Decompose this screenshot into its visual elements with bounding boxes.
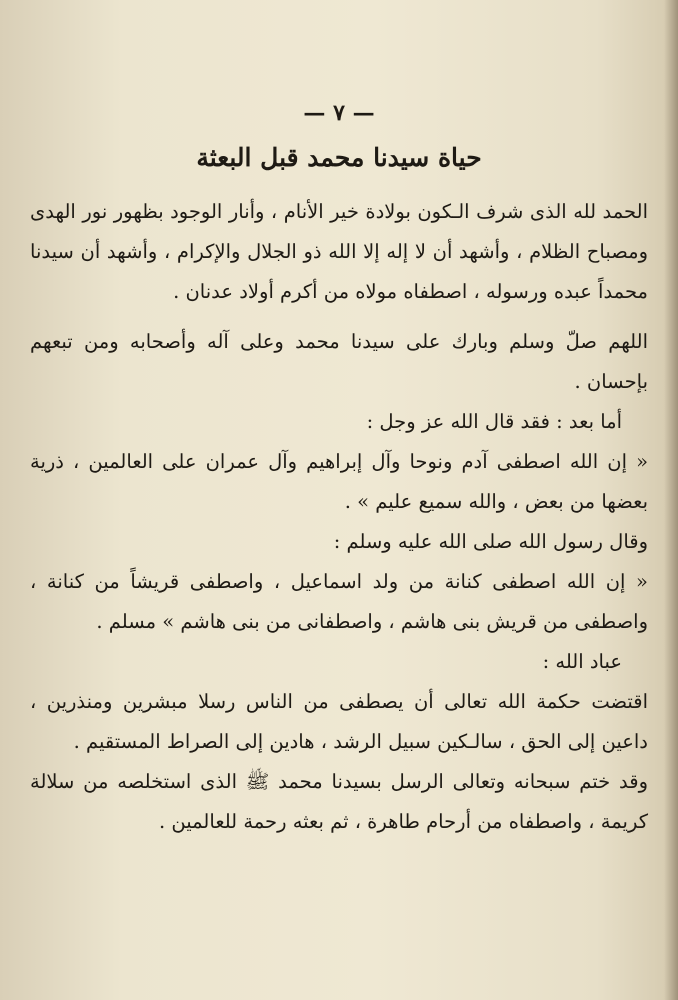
paragraph-opening: الحمد لله الذى شرف الـكون بولادة خير الأنام ، وأنار الوجود بظهور نور الهدى ومصباح الظلام ، وأشهد أن لا إله إلا الله ذو الجلال والإكرام ، وأشهد أن سيدنا محمداً عبده ورسوله ، اصطفاه مولاه من أكرم أولاد عدنان . (30, 200, 648, 303)
paragraph-wisdom: اقتضت حكمة الله تعالى أن يصطفى من الناس رسلا مبشرين ومنذرين ، داعين إلى الحق ، سالـكين سبيل الرشد ، هادين إلى الصراط المستقيم . (30, 690, 648, 753)
paragraph-hadith: « إن الله اصطفى كنانة من ولد اسماعيل ، واصطفى قريشاً من كنانة ، واصطفى من قريش بنى هاشم ، واصطفانى من بنى هاشم » مسلم . (30, 570, 648, 633)
page-spine-shadow (664, 0, 678, 1000)
page-content (30, 96, 648, 842)
paragraph-ibad-allah: عباد الله : (542, 650, 622, 673)
paragraph-gap (30, 312, 648, 322)
page-number: — ٧ — (303, 100, 375, 126)
paragraph-quran-verse: « إن الله اصطفى آدم ونوحا وآل إبراهيم وآل عمران على العالمين ، ذرية بعضها من بعض ، والله سميع عليم » . (30, 450, 648, 513)
paragraph-prayer: اللهم صلّ وسلم وبارك على سيدنا محمد وعلى آله وأصحابه ومن تبعهم بإحسان . (30, 330, 648, 393)
page-title: حياة سيدنا محمد قبل البعثة (196, 143, 482, 172)
paragraph-hadith-intro: وقال رسول الله صلى الله عليه وسلم : (333, 530, 648, 553)
paragraph-seal-of-prophets: وقد ختم سبحانه وتعالى الرسل بسيدنا محمد ﷺ الذى استخلصه من سلالة كريمة ، واصطفاه من أرحام طاهرة ، ثم بعثه رحمة للعالمين . (30, 770, 648, 833)
paragraph-amma-bad: أما بعد : فقد قال الله عز وجل : (366, 410, 622, 433)
